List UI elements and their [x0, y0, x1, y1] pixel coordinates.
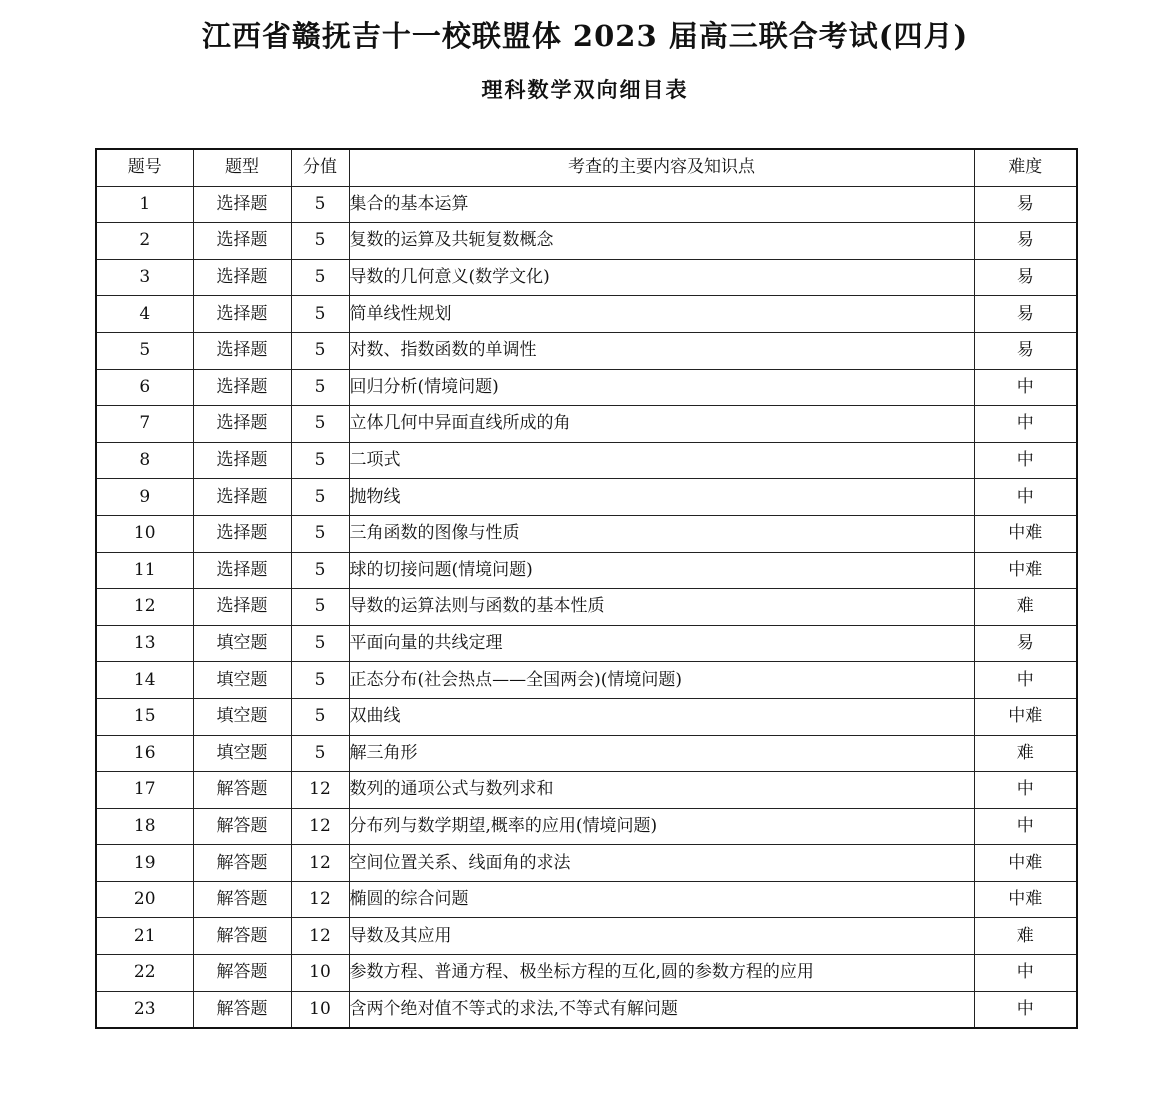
cell-number: 1	[96, 186, 193, 223]
cell-type: 选择题	[193, 186, 291, 223]
cell-score: 5	[291, 552, 349, 589]
cell-score: 12	[291, 881, 349, 918]
cell-difficulty: 中难	[974, 552, 1077, 589]
cell-difficulty: 中	[974, 808, 1077, 845]
cell-number: 15	[96, 698, 193, 735]
cell-content: 对数、指数函数的单调性	[349, 332, 974, 369]
cell-number: 20	[96, 881, 193, 918]
cell-number: 9	[96, 479, 193, 516]
cell-difficulty: 中	[974, 369, 1077, 406]
table-row	[96, 735, 1077, 772]
cell-content: 抛物线	[349, 479, 974, 516]
cell-difficulty: 中难	[974, 698, 1077, 735]
table-row	[96, 552, 1077, 589]
cell-type: 解答题	[193, 772, 291, 809]
header-type: 题型	[193, 149, 291, 186]
cell-score: 5	[291, 223, 349, 260]
cell-number: 23	[96, 991, 193, 1028]
cell-score: 5	[291, 515, 349, 552]
cell-number: 5	[96, 332, 193, 369]
cell-difficulty: 易	[974, 259, 1077, 296]
table-row	[96, 515, 1077, 552]
cell-content: 分布列与数学期望,概率的应用(情境问题)	[349, 808, 974, 845]
table-row	[96, 881, 1077, 918]
cell-score: 12	[291, 808, 349, 845]
table-row	[96, 186, 1077, 223]
cell-number: 17	[96, 772, 193, 809]
table-row	[96, 589, 1077, 626]
cell-type: 解答题	[193, 991, 291, 1028]
cell-content: 导数及其应用	[349, 918, 974, 955]
cell-content: 球的切接问题(情境问题)	[349, 552, 974, 589]
cell-content: 三角函数的图像与性质	[349, 515, 974, 552]
cell-number: 7	[96, 406, 193, 443]
cell-score: 5	[291, 406, 349, 443]
cell-difficulty: 中难	[974, 881, 1077, 918]
cell-content: 平面向量的共线定理	[349, 625, 974, 662]
cell-difficulty: 易	[974, 625, 1077, 662]
cell-type: 选择题	[193, 589, 291, 626]
table-row	[96, 662, 1077, 699]
cell-content: 参数方程、普通方程、极坐标方程的互化,圆的参数方程的应用	[349, 955, 974, 992]
cell-number: 12	[96, 589, 193, 626]
cell-type: 选择题	[193, 442, 291, 479]
cell-difficulty: 易	[974, 332, 1077, 369]
detail-table	[95, 148, 1078, 1029]
cell-difficulty: 中难	[974, 515, 1077, 552]
cell-type: 解答题	[193, 955, 291, 992]
cell-type: 选择题	[193, 296, 291, 333]
cell-score: 5	[291, 625, 349, 662]
table-row	[96, 918, 1077, 955]
cell-difficulty: 中	[974, 991, 1077, 1028]
cell-content: 立体几何中异面直线所成的角	[349, 406, 974, 443]
cell-score: 5	[291, 735, 349, 772]
cell-content: 导数的几何意义(数学文化)	[349, 259, 974, 296]
cell-number: 22	[96, 955, 193, 992]
cell-type: 填空题	[193, 698, 291, 735]
cell-score: 5	[291, 296, 349, 333]
cell-content: 空间位置关系、线面角的求法	[349, 845, 974, 882]
cell-difficulty: 中	[974, 479, 1077, 516]
table-row	[96, 369, 1077, 406]
cell-number: 21	[96, 918, 193, 955]
cell-type: 选择题	[193, 479, 291, 516]
cell-content: 导数的运算法则与函数的基本性质	[349, 589, 974, 626]
header-score: 分值	[291, 149, 349, 186]
cell-number: 19	[96, 845, 193, 882]
cell-score: 5	[291, 479, 349, 516]
cell-type: 选择题	[193, 515, 291, 552]
cell-number: 16	[96, 735, 193, 772]
table-row	[96, 955, 1077, 992]
cell-type: 选择题	[193, 369, 291, 406]
table-row	[96, 296, 1077, 333]
cell-score: 10	[291, 991, 349, 1028]
cell-type: 解答题	[193, 881, 291, 918]
cell-type: 选择题	[193, 223, 291, 260]
cell-score: 5	[291, 589, 349, 626]
cell-number: 8	[96, 442, 193, 479]
cell-content: 简单线性规划	[349, 296, 974, 333]
cell-difficulty: 难	[974, 735, 1077, 772]
cell-number: 10	[96, 515, 193, 552]
cell-score: 12	[291, 772, 349, 809]
cell-content: 数列的通项公式与数列求和	[349, 772, 974, 809]
cell-difficulty: 中	[974, 406, 1077, 443]
table-row	[96, 479, 1077, 516]
cell-content: 复数的运算及共轭复数概念	[349, 223, 974, 260]
cell-score: 12	[291, 845, 349, 882]
cell-number: 11	[96, 552, 193, 589]
table-row	[96, 808, 1077, 845]
cell-number: 3	[96, 259, 193, 296]
table-row	[96, 698, 1077, 735]
table-row	[96, 406, 1077, 443]
cell-type: 解答题	[193, 845, 291, 882]
cell-difficulty: 中	[974, 662, 1077, 699]
cell-type: 选择题	[193, 259, 291, 296]
cell-number: 6	[96, 369, 193, 406]
cell-type: 选择题	[193, 406, 291, 443]
cell-content: 双曲线	[349, 698, 974, 735]
table-row	[96, 845, 1077, 882]
table-row	[96, 442, 1077, 479]
cell-difficulty: 易	[974, 223, 1077, 260]
cell-score: 5	[291, 369, 349, 406]
cell-type: 填空题	[193, 735, 291, 772]
cell-number: 14	[96, 662, 193, 699]
cell-score: 5	[291, 698, 349, 735]
cell-number: 2	[96, 223, 193, 260]
cell-difficulty: 难	[974, 589, 1077, 626]
header-difficulty: 难度	[974, 149, 1077, 186]
cell-difficulty: 中难	[974, 845, 1077, 882]
cell-type: 解答题	[193, 808, 291, 845]
cell-score: 5	[291, 332, 349, 369]
table-row	[96, 332, 1077, 369]
cell-score: 10	[291, 955, 349, 992]
cell-score: 5	[291, 259, 349, 296]
cell-difficulty: 中	[974, 442, 1077, 479]
cell-content: 回归分析(情境问题)	[349, 369, 974, 406]
cell-difficulty: 中	[974, 955, 1077, 992]
cell-type: 填空题	[193, 662, 291, 699]
cell-content: 含两个绝对值不等式的求法,不等式有解问题	[349, 991, 974, 1028]
table-row	[96, 259, 1077, 296]
table-header-row	[96, 149, 1077, 186]
cell-number: 18	[96, 808, 193, 845]
table-row	[96, 772, 1077, 809]
cell-type: 选择题	[193, 552, 291, 589]
header-content: 考查的主要内容及知识点	[349, 149, 974, 186]
cell-content: 椭圆的综合问题	[349, 881, 974, 918]
table-row	[96, 625, 1077, 662]
cell-difficulty: 易	[974, 186, 1077, 223]
cell-type: 解答题	[193, 918, 291, 955]
cell-content: 正态分布(社会热点——全国两会)(情境问题)	[349, 662, 974, 699]
cell-difficulty: 难	[974, 918, 1077, 955]
cell-score: 12	[291, 918, 349, 955]
cell-score: 5	[291, 662, 349, 699]
cell-content: 集合的基本运算	[349, 186, 974, 223]
cell-difficulty: 中	[974, 772, 1077, 809]
cell-score: 5	[291, 186, 349, 223]
cell-content: 二项式	[349, 442, 974, 479]
document-title: 江西省赣抚吉十一校联盟体 2023 届高三联合考试(四月)	[201, 19, 969, 53]
table-row	[96, 991, 1077, 1028]
cell-number: 13	[96, 625, 193, 662]
document-subtitle: 理科数学双向细目表	[481, 77, 689, 102]
cell-score: 5	[291, 442, 349, 479]
header-number: 题号	[96, 149, 193, 186]
table-row	[96, 223, 1077, 260]
cell-type: 填空题	[193, 625, 291, 662]
cell-content: 解三角形	[349, 735, 974, 772]
cell-type: 选择题	[193, 332, 291, 369]
cell-difficulty: 易	[974, 296, 1077, 333]
cell-number: 4	[96, 296, 193, 333]
